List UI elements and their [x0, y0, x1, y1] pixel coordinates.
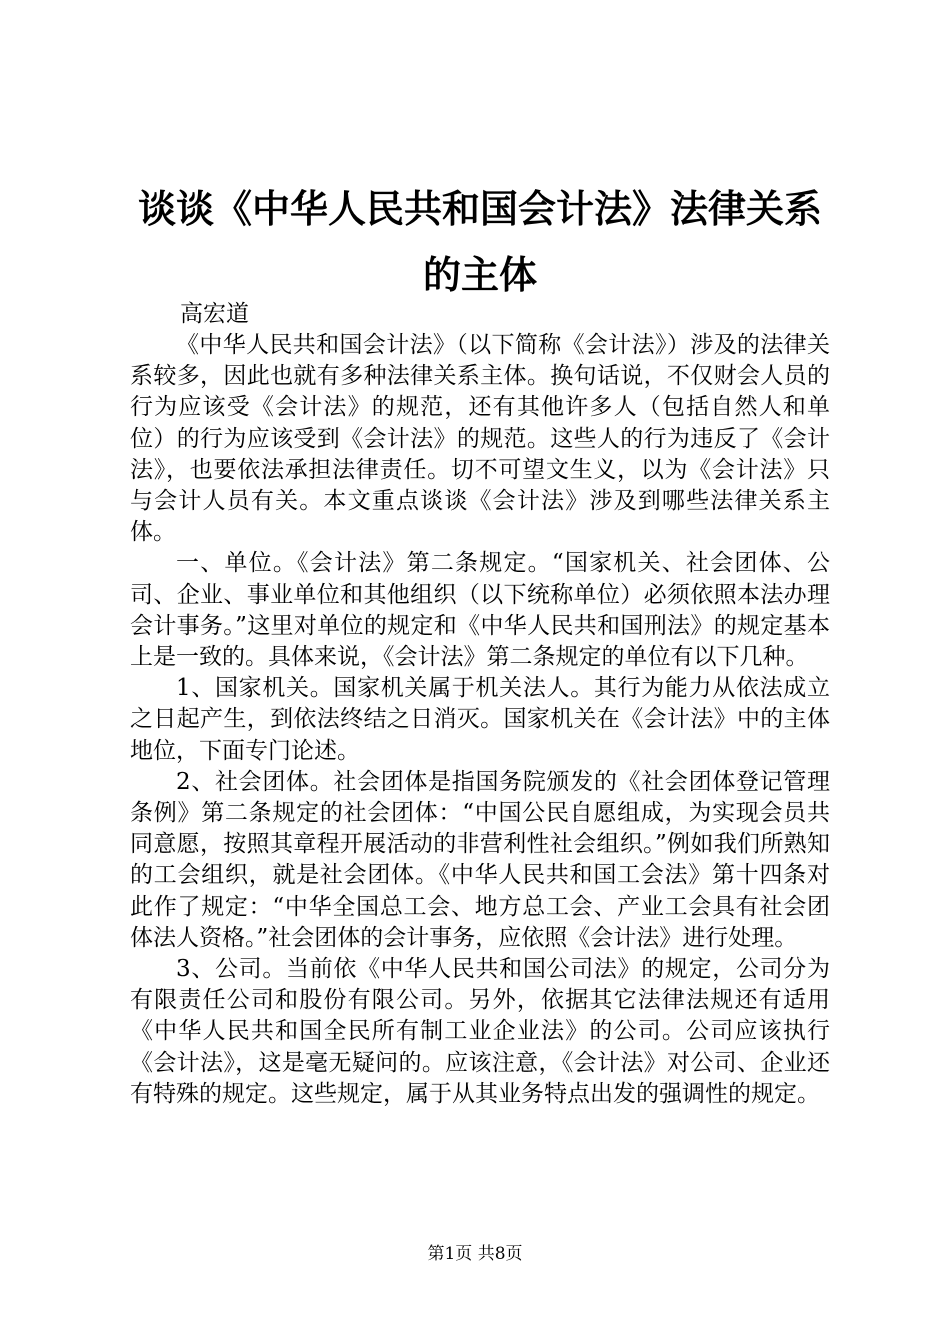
paragraph-item-2: 2、社会团体。社会团体是指国务院颁发的《社会团体登记管理条例》第二条规定的社会团体：“中国公民自愿组成，为实现会员共同意愿，按照其章程开展活动的非营利性社会组织。”例如我们所熟知的工会组织，就是社会团体。《中华人民共和国工会法》第十四条对此作了规定：“中华全国总工会、地方总工会、产业工会具有社会团体法人资格。”社会团体的会计事务，应依照《会计法》进行处理。 [130, 768, 830, 951]
paragraph-item-1: 1、国家机关。国家机关属于机关法人。其行为能力从依法成立之日起产生，到依法终结之日消灭。国家机关在《会计法》中的主体地位，下面专门论述。 [130, 675, 830, 764]
author-name: 高宏道 [180, 301, 249, 327]
paragraph-intro: 《中华人民共和国会计法》（以下简称《会计法》）涉及的法律关系较多，因此也就有多种法律关系主体。换句话说，不仅财会人员的行为应该受《会计法》的规范，还有其他许多人（包括自然人和单位）的行为应该受到《会计法》的规范。这些人的行为违反了《会计法》，也要依法承担法律责任。切不可望文生义，以为《会计法》只与会计人员有关。本文重点谈谈《会计法》涉及到哪些法律关系主体。 [130, 332, 830, 546]
document-title: 谈谈《中华人民共和国会计法》法律关系的主体 [137, 186, 822, 297]
paragraph-item-3: 3、公司。当前依《中华人民共和国公司法》的规定，公司分为有限责任公司和股份有限公司。另外，依据其它法律法规还有适用《中华人民共和国全民所有制工业企业法》的公司。公司应该执行《会计法》，这是毫无疑问的。应该注意，《会计法》对公司、企业还有特殊的规定。这些规定，属于从其业务特点出发的强调性的规定。 [130, 956, 830, 1107]
paragraph-section-1: 一、单位。《会计法》第二条规定。“国家机关、社会团体、公司、企业、事业单位和其他组织（以下统称单位）必须依照本法办理会计事务。”这里对单位的规定和《中华人民共和国刑法》的规定基本上是一致的。具体来说，《会计法》第二条规定的单位有以下几种。 [130, 550, 830, 671]
page-footer: 第1页 共8页 [427, 1244, 523, 1264]
document-body [130, 330, 830, 1110]
